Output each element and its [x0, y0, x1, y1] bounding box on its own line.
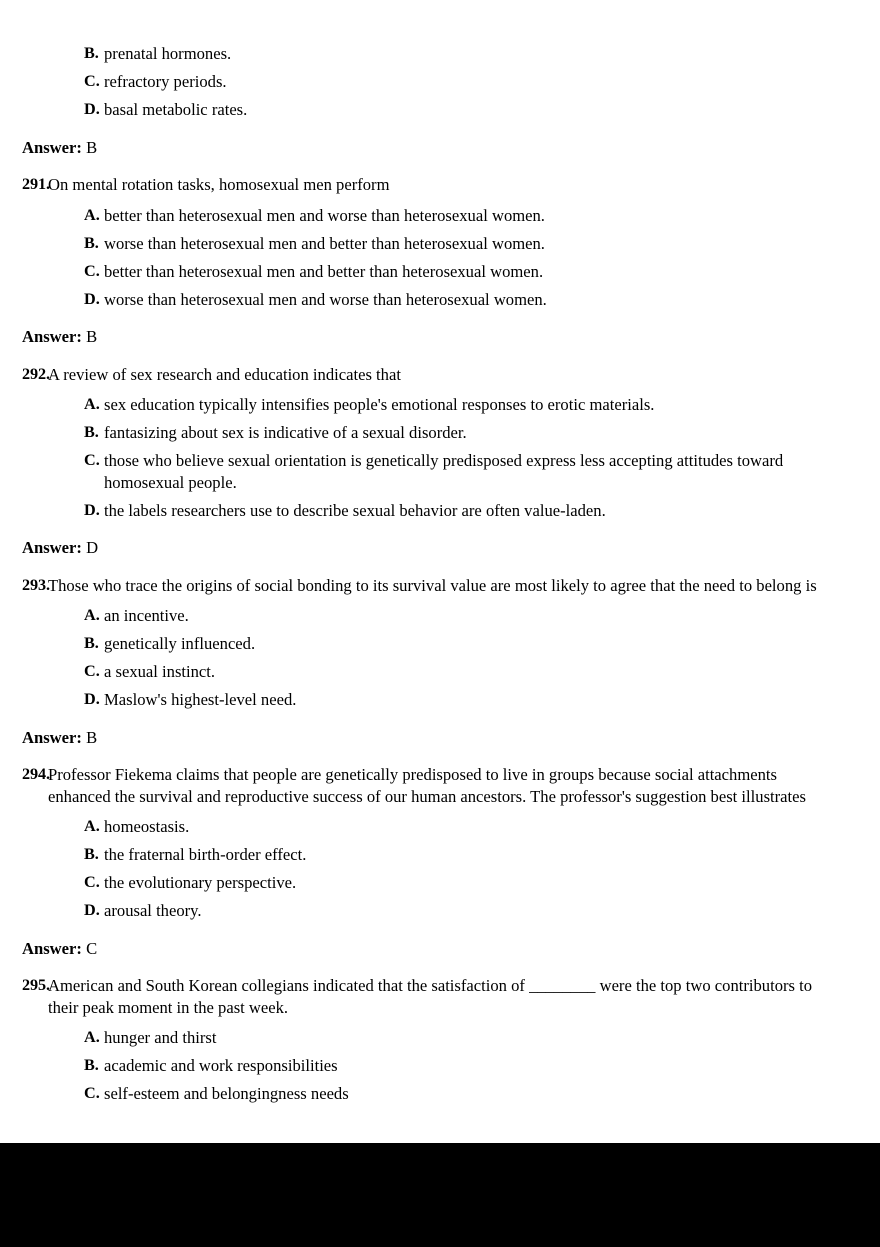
question-number: 295.	[22, 976, 50, 994]
answer-line	[22, 537, 828, 559]
option-letter: D.	[84, 690, 100, 708]
option-text: an incentive.	[104, 606, 189, 625]
option-text: the fraternal birth-order effect.	[104, 845, 307, 864]
option-letter: B.	[84, 634, 99, 652]
option-letter: C.	[84, 261, 100, 280]
list-item	[22, 1055, 828, 1077]
list-item	[22, 844, 828, 866]
question-number: 293.	[22, 575, 50, 594]
answer-value: B	[86, 327, 98, 346]
answer-line	[22, 137, 828, 159]
answer-value: B	[86, 727, 98, 747]
answer-label: Answer:	[22, 938, 82, 958]
list-item	[22, 99, 828, 121]
option-text: arousal theory.	[104, 901, 202, 920]
answer-label: Answer:	[22, 538, 82, 557]
option-text: self-esteem and belongingness needs	[104, 1084, 349, 1103]
list-item	[22, 205, 828, 227]
option-text: those who believe sexual orientation is genetically predisposed express less accepting attitudes toward homosexual people.	[104, 451, 784, 492]
option-text: the labels researchers use to describe sexual behavior are often value-laden.	[104, 500, 606, 520]
answer-line	[22, 938, 828, 960]
option-letter: C.	[84, 72, 100, 90]
page-bottom-black-band	[0, 1143, 880, 1247]
question-text: Those who trace the origins of social bonding to its survival value are most likely to agree that the need to belong is	[48, 575, 817, 595]
list-item	[22, 450, 828, 493]
list-item	[22, 1027, 828, 1049]
answer-value: B	[86, 137, 98, 157]
list-item	[22, 816, 828, 838]
option-list	[22, 816, 828, 922]
option-text: worse than heterosexual men and worse than heterosexual women.	[104, 289, 547, 309]
option-list	[22, 605, 828, 711]
list-item	[22, 633, 828, 655]
list-item	[22, 1083, 828, 1105]
question-number: 294.	[22, 765, 50, 783]
option-list	[22, 43, 828, 121]
option-letter: B.	[84, 845, 99, 863]
option-text: refractory periods.	[104, 72, 227, 91]
option-letter: B.	[84, 423, 99, 441]
list-item	[22, 289, 828, 311]
list-item	[22, 900, 828, 922]
option-text: hunger and thirst	[104, 1028, 217, 1047]
option-list	[22, 394, 828, 521]
option-list	[22, 1027, 828, 1105]
answer-label: Answer:	[22, 327, 82, 346]
option-letter: C.	[84, 873, 100, 891]
answer-value: C	[86, 938, 98, 958]
answer-line	[22, 326, 828, 348]
option-letter: C.	[84, 1084, 100, 1102]
option-letter: B.	[84, 44, 99, 62]
document-content	[22, 34, 828, 1105]
option-letter: D.	[84, 100, 100, 118]
option-text: sex education typically intensifies people's emotional responses to erotic materials.	[104, 395, 655, 414]
list-item	[22, 661, 828, 683]
list-item	[22, 233, 828, 255]
option-text: better than heterosexual men and better than heterosexual women.	[104, 261, 544, 281]
option-letter: A.	[84, 606, 100, 624]
option-text: homeostasis.	[104, 817, 190, 836]
question-stem	[22, 764, 828, 807]
answer-label: Answer:	[22, 727, 82, 747]
question-stem	[22, 364, 828, 386]
question-number: 291.	[22, 175, 50, 193]
answer-label: Answer:	[22, 137, 82, 157]
question-stem	[22, 174, 828, 196]
option-letter: A.	[84, 817, 100, 835]
question-stem	[22, 975, 828, 1018]
option-letter: A.	[84, 1028, 100, 1046]
spacer	[22, 158, 828, 174]
spacer	[22, 348, 828, 364]
list-item	[22, 261, 828, 283]
option-letter: D.	[84, 901, 100, 919]
option-letter: D.	[84, 500, 100, 519]
option-list	[22, 205, 828, 311]
list-item	[22, 422, 828, 444]
list-item	[22, 394, 828, 416]
option-letter: C.	[84, 451, 100, 469]
option-letter: B.	[84, 233, 99, 252]
spacer	[22, 748, 828, 764]
question-text: A review of sex research and education indicates that	[48, 364, 401, 384]
question-number: 292.	[22, 364, 50, 383]
question-text: On mental rotation tasks, homosexual men perform	[48, 175, 390, 194]
option-text: fantasizing about sex is indicative of a sexual disorder.	[104, 423, 467, 442]
option-text: the evolutionary perspective.	[104, 873, 297, 892]
question-text: American and South Korean collegians indicated that the satisfaction of ________ were the top two contributors to their peak moment in the past week.	[48, 976, 813, 1017]
option-letter: D.	[84, 289, 100, 308]
option-letter: C.	[84, 662, 100, 680]
option-text: Maslow's highest-level need.	[104, 690, 297, 709]
option-text: a sexual instinct.	[104, 662, 216, 681]
list-item	[22, 500, 828, 522]
question-stem	[22, 575, 828, 597]
list-item	[22, 872, 828, 894]
option-text: genetically influenced.	[104, 634, 256, 653]
option-text: prenatal hormones.	[104, 44, 232, 63]
list-item	[22, 43, 828, 65]
list-item	[22, 71, 828, 93]
spacer	[22, 959, 828, 975]
option-letter: A.	[84, 205, 100, 224]
option-letter: A.	[84, 395, 100, 413]
option-letter: B.	[84, 1056, 99, 1074]
spacer	[22, 559, 828, 575]
list-item	[22, 605, 828, 627]
answer-line	[22, 727, 828, 749]
option-text: academic and work responsibilities	[104, 1056, 338, 1075]
answer-value: D	[86, 538, 99, 557]
question-text: Professor Fiekema claims that people are genetically predisposed to live in groups because social attachments enhanced the survival and reproductive success of our human ancestors. The professor's suggestion best illustrates	[48, 765, 806, 806]
option-text: better than heterosexual men and worse than heterosexual women.	[104, 205, 545, 225]
option-text: basal metabolic rates.	[104, 100, 248, 119]
option-text: worse than heterosexual men and better than heterosexual women.	[104, 233, 545, 253]
list-item	[22, 689, 828, 711]
